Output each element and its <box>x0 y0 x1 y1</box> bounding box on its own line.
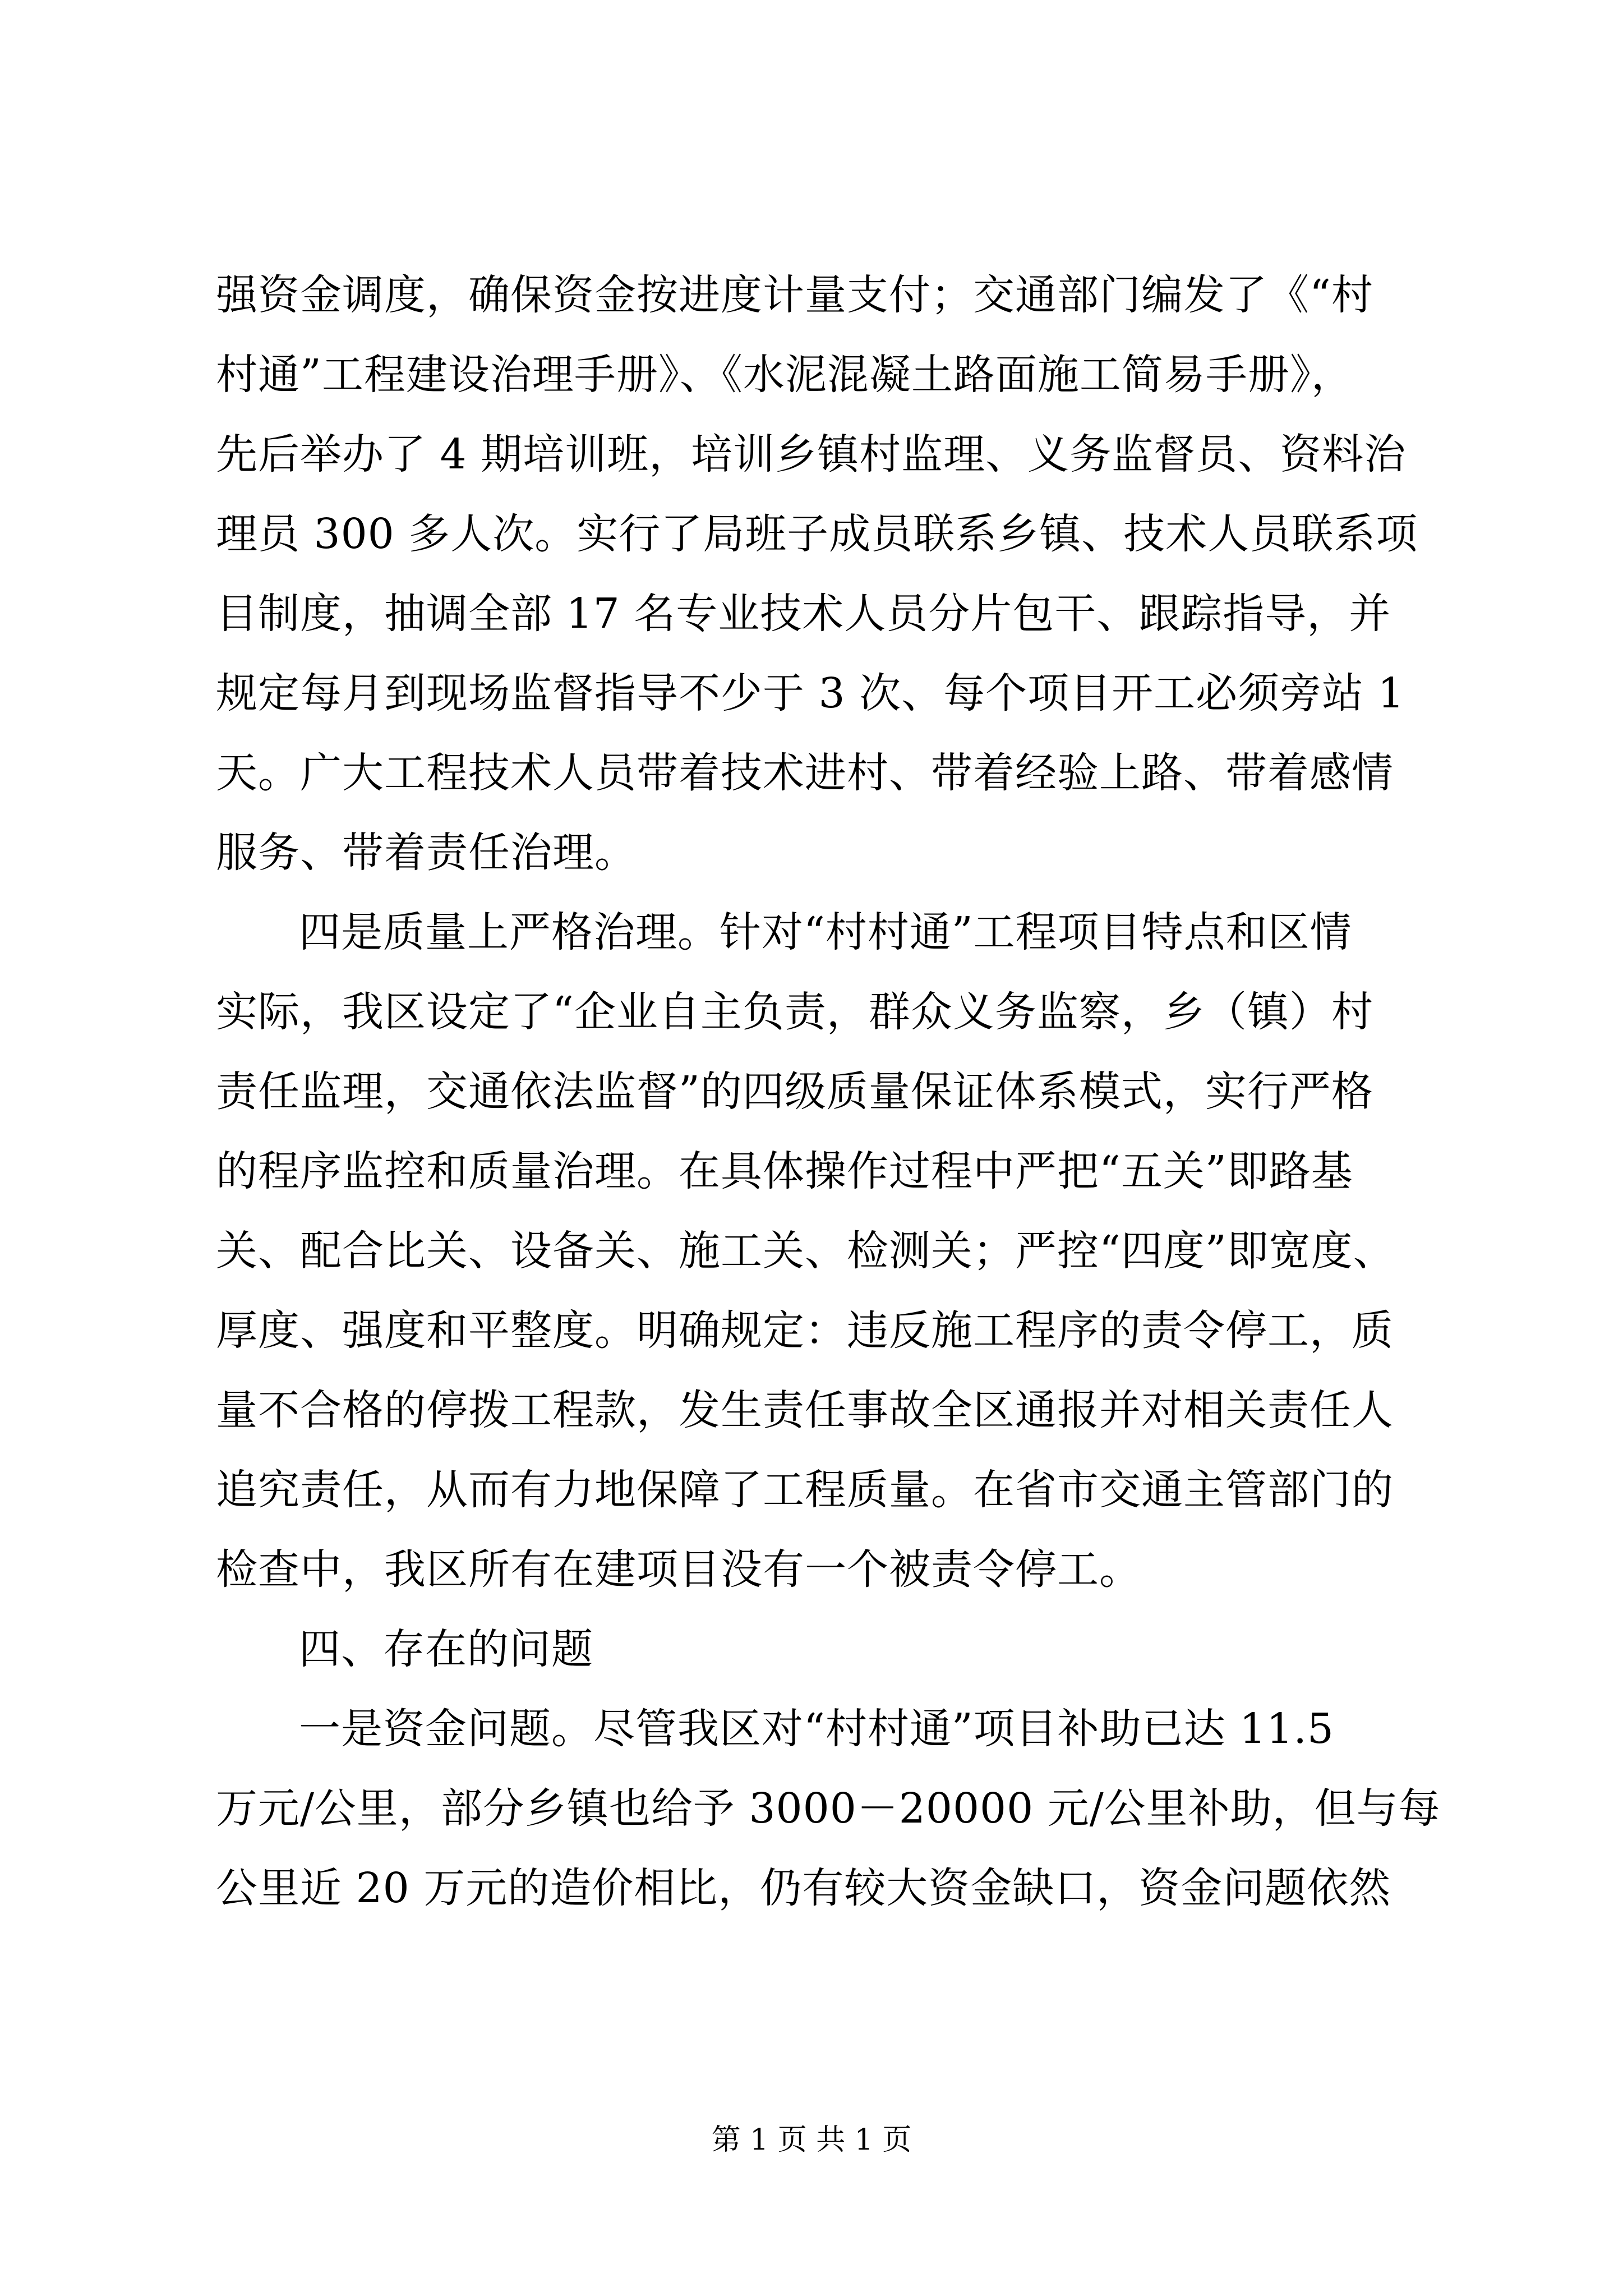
text-line: 公里近 20 万元的造价相比，仍有较大资金缺口，资金问题依然 <box>216 1864 1391 1912</box>
text-line: 万元/公里，部分乡镇也给予 3000－20000 元/公里补助，但与每 <box>216 1784 1441 1833</box>
text-line: 村通”工程建设治理手册》、《水泥混凝土路面施工简易手册》， <box>216 351 1353 399</box>
text-line: 的程序监控和质量治理。在具体操作过程中严把“五关”即路基 <box>216 1147 1353 1195</box>
text-line: 实际，我区设定了“企业自主负责，群众义务监察，乡（镇）村 <box>216 988 1373 1036</box>
text-line: 规定每月到现场监督指导不少于 3 次、每个项目开工必须旁站 1 <box>216 669 1405 717</box>
text-line: 目制度，抽调全部 17 名专业技术人员分片包干、跟踪指导，并 <box>216 590 1391 638</box>
section-heading: 四、存在的问题 <box>299 1625 593 1673</box>
text-line: 理员 300 多人次。实行了局班子成员联系乡镇、技术人员联系项 <box>216 510 1418 558</box>
text-line: 先后举办了 4 期培训班，培训乡镇村监理、义务监督员、资料治 <box>216 430 1407 478</box>
text-line: 责任监理，交通依法监督”的四级质量保证体系模式，实行严格 <box>216 1068 1373 1116</box>
text-line: 天。广大工程技术人员带着技术进村、带着经验上路、带着感情 <box>216 749 1394 797</box>
text-line: 检查中，我区所有在建项目没有一个被责令停工。 <box>216 1545 1141 1594</box>
text-line: 量不合格的停拨工程款，发生责任事故全区通报并对相关责任人 <box>216 1386 1394 1434</box>
text-line: 服务、带着责任治理。 <box>216 829 637 877</box>
text-line: 强资金调度，确保资金按进度计量支付；交通部门编发了《“村 <box>216 271 1373 319</box>
text-line: 追究责任，从而有力地保障了工程质量。在省市交通主管部门的 <box>216 1466 1394 1514</box>
text-line: 关、配合比关、设备关、施工关、检测关；严控“四度”即宽度、 <box>216 1227 1395 1275</box>
document-body <box>216 255 1441 1928</box>
text-line: 厚度、强度和平整度。明确规定：违反施工程序的责令停工，质 <box>216 1306 1394 1355</box>
page-footer: 第 1 页 共 1 页 <box>711 2123 912 2157</box>
paragraph-start-line: 一是资金问题。尽管我区对“村村通”项目补助已达 11.5 <box>299 1705 1334 1753</box>
paragraph-start-line: 四是质量上严格治理。针对“村村通”工程项目特点和区情 <box>299 908 1352 956</box>
